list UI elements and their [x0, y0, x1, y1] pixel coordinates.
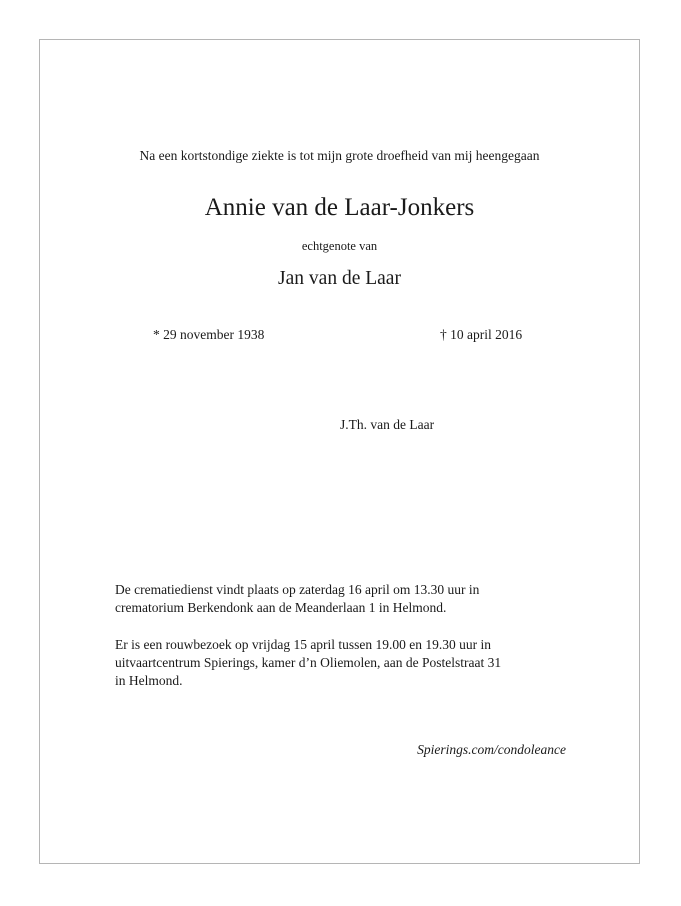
- service-line: De crematiedienst vindt plaats op zaterdag 16 april om 13.30 uur in: [115, 582, 480, 597]
- spouse-label: echtgenote van: [301, 239, 378, 253]
- signature: J.Th. van de Laar: [340, 417, 435, 432]
- deceased-name: Annie van de Laar-Jonkers: [204, 194, 475, 221]
- birth-date: * 29 november 1938: [153, 327, 265, 342]
- intro-text: Na een kortstondige ziekte is tot mijn grote droefheid van mij heengegaan: [139, 148, 540, 163]
- visit-paragraph: [115, 636, 585, 690]
- visit-line: Er is een rouwbezoek op vrijdag 15 april tussen 19.00 en 19.30 uur in: [115, 637, 492, 652]
- service-paragraph: [115, 581, 585, 617]
- spouse-name: Jan van de Laar: [278, 268, 401, 289]
- death-date: † 10 april 2016: [440, 327, 523, 342]
- obituary-card: [39, 39, 640, 864]
- service-line: crematorium Berkendonk aan de Meanderlaan 1 in Helmond.: [115, 600, 447, 615]
- visit-line: uitvaartcentrum Spierings, kamer d’n Oliemolen, aan de Postelstraat 31: [115, 655, 502, 670]
- condolence-link[interactable]: Spierings.com/condoleance: [417, 742, 566, 757]
- visit-line: in Helmond.: [115, 673, 183, 688]
